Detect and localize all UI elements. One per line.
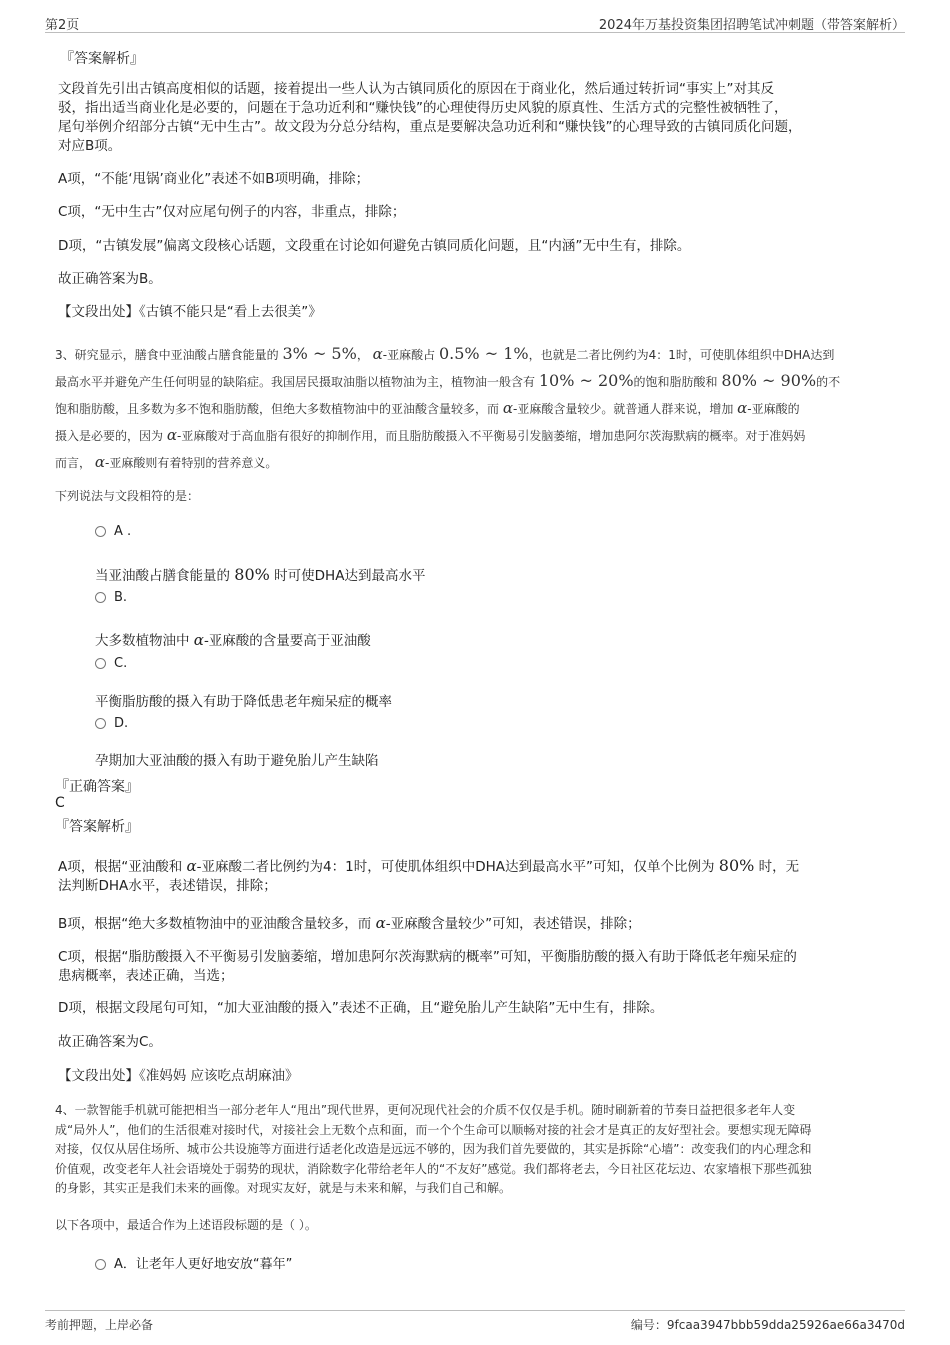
radio-button[interactable]: [95, 658, 106, 669]
page-header: [45, 12, 905, 33]
text-line: 饱和脂肪酸，且多数为多不饱和脂肪酸，但绝大多数植物油中的亚油酸含量较多，而 α-亚麻酸含量较少。就普通人群来说，增加 α-亚麻酸的: [55, 399, 800, 417]
text-line: C项，根据“脂肪酸摄入不平衡易引发脑萎缩，增加患阿尔茨海默病的概率”可知，平衡脂肪酸的摄入有助于降低老年痴呆症的: [58, 949, 797, 965]
alpha-symbol: α: [375, 914, 386, 932]
math-percent: 80%: [718, 856, 755, 875]
q3-question: 下列说法与文段相符的是：: [55, 489, 200, 503]
source-title: 《准妈妈 应该吃点胡麻油》: [139, 1068, 299, 1084]
q3-option-b-text: 大多数植物油中 α-亚麻酸的含量要高于亚油酸: [95, 631, 371, 649]
text-line: 而言， α-亚麻酸则有着特别的营养意义。: [55, 453, 278, 471]
radio-button[interactable]: [95, 1259, 106, 1270]
text-line: 价值观，改变老年人社会语境处于弱势的现状，消除数字化带给老年人的“不友好”感觉。我们都将老去，今日社区花坛边、农家墙根下那些孤独: [55, 1161, 812, 1176]
text-line: 对应B项。: [58, 138, 122, 154]
q2-analysis-d: D项，“古镇发展”偏离文段核心话题，文段重在讨论如何避免古镇同质化问题，且“内涵”无中生有，排除。: [58, 238, 691, 254]
source-title: 《古镇不能只是“看上去很美”》: [139, 304, 322, 320]
alpha-symbol: α: [166, 426, 177, 444]
q3-analysis-a: [58, 856, 898, 896]
radio-button[interactable]: [95, 592, 106, 603]
page-footer: [45, 1310, 905, 1337]
q3-answer: C: [55, 795, 65, 811]
math-percent-range: 0.5% ~ 1%: [438, 344, 529, 363]
q3-conclusion: 故正确答案为C。: [58, 1034, 162, 1050]
text-line: 患病概率，表述正确，当选；: [58, 968, 234, 984]
math-percent: 80%: [234, 565, 270, 584]
text-line: 尾句举例介绍部分古镇“无中生古”。故文段为分总分结构，重点是要解决急功近利和“赚快钱”的心理导致的古镇同质化问题，: [58, 119, 802, 135]
radio-button[interactable]: [95, 718, 106, 729]
q3-analysis-d: D项，根据文段尾句可知，“加大亚油酸的摄入”表述不正确，且“避免胎儿产生缺陷”无中生有，排除。: [58, 1000, 664, 1016]
alpha-symbol: α: [502, 399, 513, 417]
alpha-symbol: α: [372, 345, 383, 363]
radio-button[interactable]: [95, 526, 106, 537]
q3-option-c[interactable]: C.: [95, 656, 127, 671]
math-percent-range: 80% ~ 90%: [721, 371, 817, 390]
footer-slogan: 考前押题，上岸必备: [45, 1318, 154, 1332]
q3-option-a[interactable]: A .: [95, 524, 131, 539]
q4-question: 以下各项中，最适合作为上述语段标题的是（ ）。: [55, 1218, 317, 1232]
alpha-symbol: α: [94, 453, 105, 471]
page-number: 第2页: [45, 18, 80, 33]
q3-passage: [55, 341, 900, 476]
q3-analysis-b: B项，根据“绝大多数植物油中的亚油酸含量较多，而 α-亚麻酸含量较少”可知，表述错误，排除；: [58, 914, 641, 932]
q3-option-d[interactable]: D.: [95, 716, 128, 731]
q3-analysis-c: [58, 948, 898, 986]
q3-option-a-text: 当亚油酸占膳食能量的 80% 时可使DHA达到最高水平: [95, 565, 426, 584]
text-line: 4、一款智能手机就可能把相当一部分老年人“甩出”现代世界，更何况现代社会的介质不仅仅是手机。随时刷新着的节奏日益把很多老年人变: [55, 1103, 796, 1117]
math-percent-range: 3% ~ 5%: [282, 344, 357, 363]
q2-analysis-c: C项，“无中生古”仅对应尾句例子的内容，非重点，排除；: [58, 204, 406, 220]
q2-conclusion: 故正确答案为B。: [58, 271, 162, 287]
q3-source: [58, 1067, 299, 1086]
text-line: 法判断DHA水平，表述错误，排除；: [58, 878, 277, 894]
q2-source: [58, 303, 322, 322]
text-line: 最高水平并避免产生任何明显的缺陷症。我国居民摄取油脂以植物油为主，植物油一般含有 10% ~ 20%的饱和脂肪酸和 80% ~ 90%的不: [55, 371, 841, 390]
text-line: 对接，仅仅从居住场所、城市公共设施等方面进行适老化改造是远远不够的，因为我们首先要做的，其实是拆除“心墙”：改变我们的内心理念和: [55, 1142, 812, 1156]
text-line: 驳，指出适当商业化是必要的，问题在于急功近利和“赚快钱”的心理使得历史风貌的原真性、生活方式的完整性被牺牲了，: [58, 100, 788, 116]
q4-passage: [55, 1101, 900, 1199]
q2-analysis-paragraph: [58, 80, 898, 156]
alpha-symbol: α: [737, 399, 748, 417]
text-line: A项，根据“亚油酸和 α-亚麻酸二者比例约为4：1时，可使肌体组织中DHA达到最高水平”可知，仅单个比例为 80% 时，无: [58, 856, 800, 875]
text-line: 3、研究显示，膳食中亚油酸占膳食能量的 3% ~ 5%， α-亚麻酸占 0.5% ~ 1%，也就是二者比例约为4：1时，可使肌体组织中DHA达到: [55, 344, 835, 363]
math-percent-range: 10% ~ 20%: [538, 371, 634, 390]
q2-analysis-a: A项，“不能‘甩锅’商业化”表述不如B项明确，排除；: [58, 171, 370, 187]
document-title: 2024年万基投资集团招聘笔试冲刺题（带答案解析）: [598, 18, 905, 33]
q2-analysis-label: 『答案解析』: [60, 51, 144, 67]
text-line: 摄入是必要的，因为 α-亚麻酸对于高血脂有很好的抑制作用，而且脂肪酸摄入不平衡易引发脑萎缩，增加患阿尔茨海默病的概率。对于准妈妈: [55, 426, 806, 444]
text-line: 成“局外人”，他们的生活很难对接时代，对接社会上无数个点和面，而一个个生命可以顺畅对接的社会才是真正的友好型社会。要想实现无障碍: [55, 1122, 812, 1137]
alpha-symbol: α: [193, 631, 204, 649]
document-id: 编号：9fcaa3947bbb59dda25926ae66a3470d: [630, 1318, 905, 1332]
q3-answer-label: 『正确答案』: [55, 779, 139, 795]
q3-option-d-text: 孕期加大亚油酸的摄入有助于避免胎儿产生缺陷: [95, 753, 379, 769]
q4-option-a[interactable]: A．让老年人更好地安放“暮年”: [95, 1253, 292, 1272]
text-line: 文段首先引出古镇高度相似的话题，接着提出一些人认为古镇同质化的原因在于商业化，然后通过转折词“事实上”对其反: [58, 81, 774, 97]
text-line: 的身影，其实正是我们未来的画像。对现实友好，就是与未来和解，与我们自己和解。: [55, 1181, 512, 1195]
q3-analysis-label: 『答案解析』: [55, 819, 139, 835]
alpha-symbol: α: [186, 857, 197, 875]
source-label: 【文段出处】: [58, 304, 139, 320]
source-label: 【文段出处】: [58, 1068, 139, 1084]
q3-option-b[interactable]: B.: [95, 590, 127, 605]
q3-option-c-text: 平衡脂肪酸的摄入有助于降低患老年痴呆症的概率: [95, 694, 392, 710]
